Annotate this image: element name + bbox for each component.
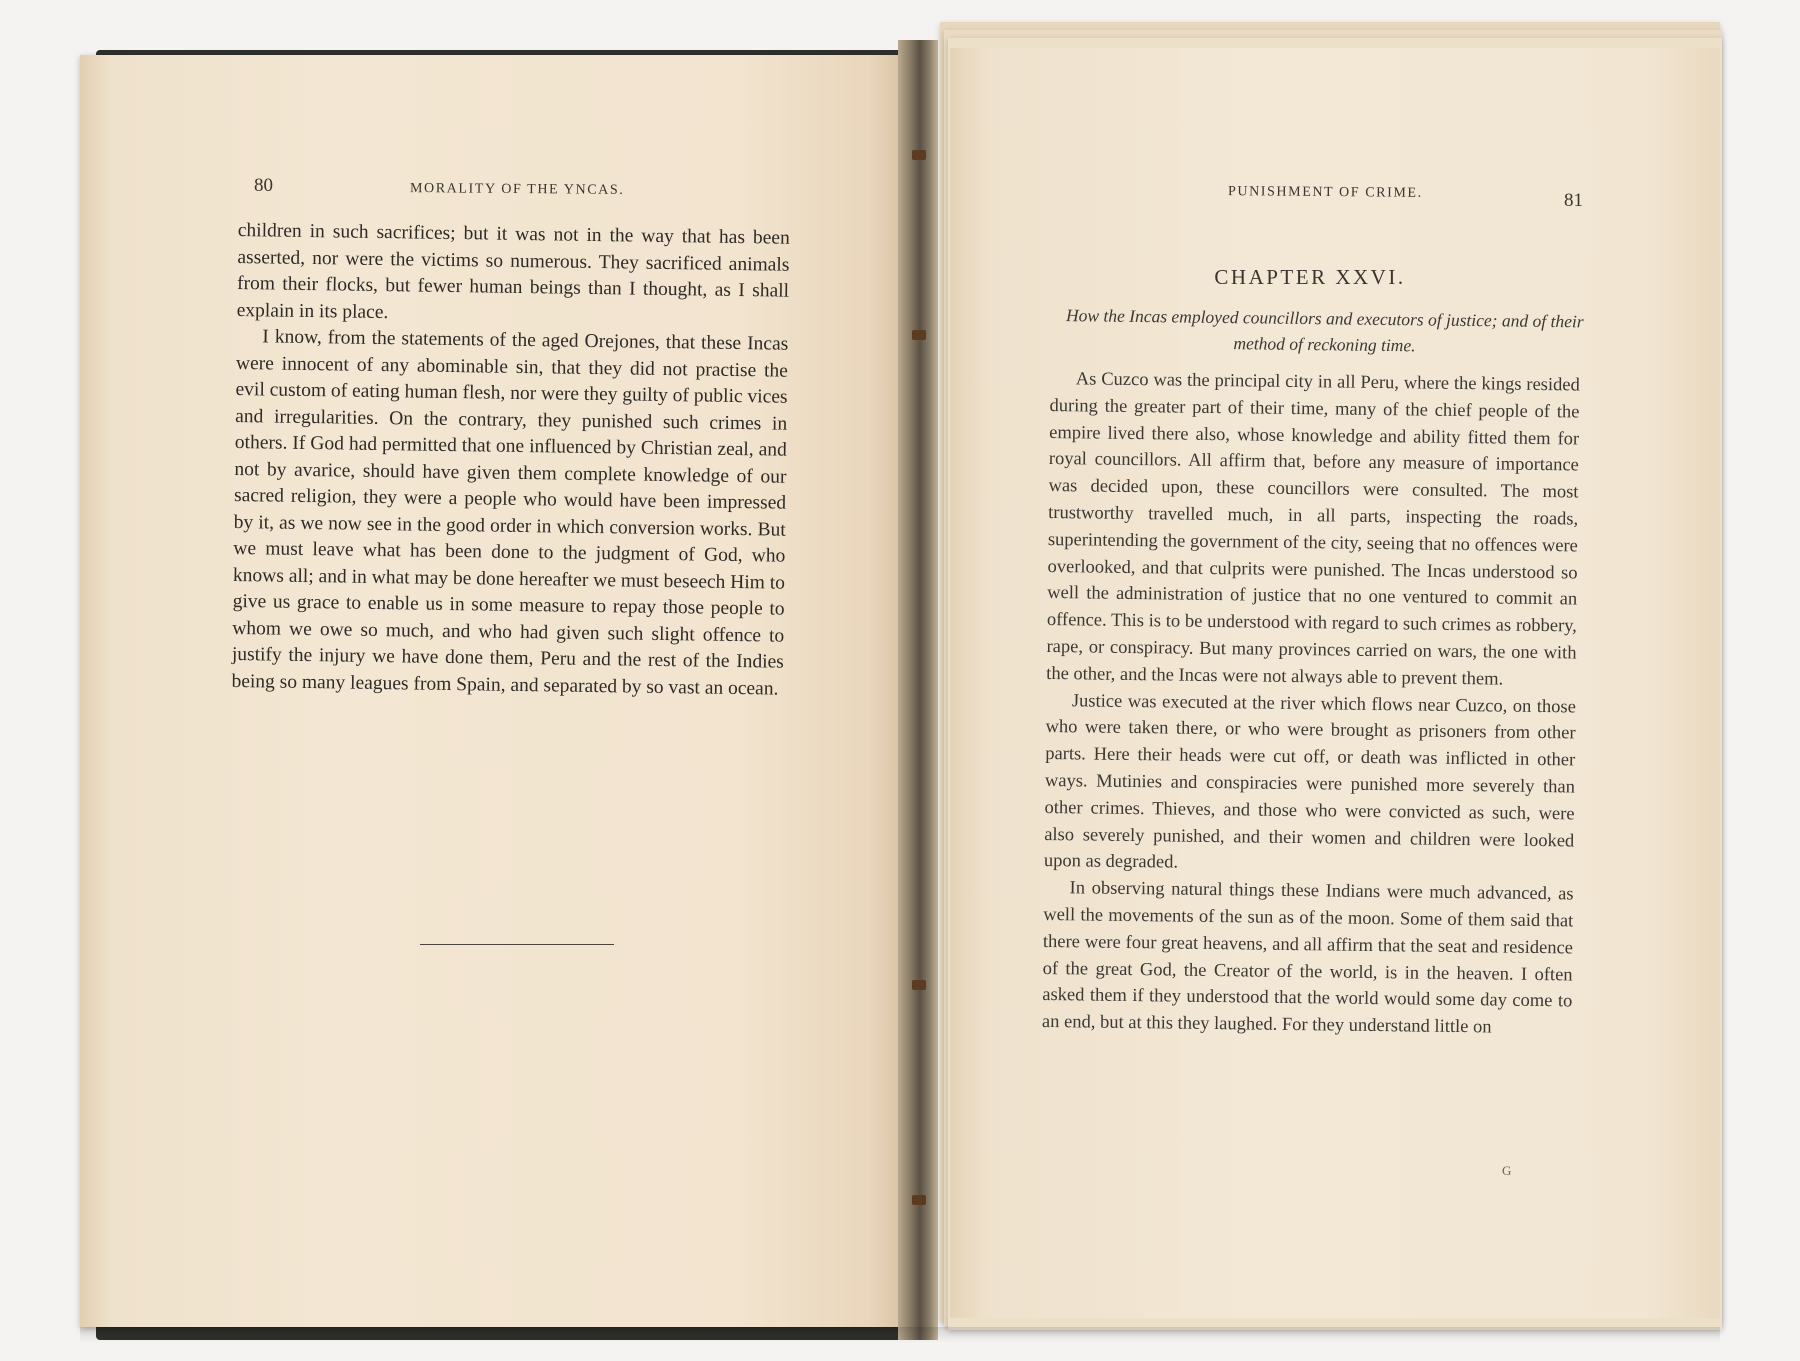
- signature-mark: G: [1502, 1163, 1512, 1178]
- left-paragraph-1: children in such sacrifices; but it was not in the way that has been asserted, nor were the victims so numerous. They sacrificed animals from their flocks, but fewer human beings than I thought, as I shall explain in its place.: [236, 219, 790, 323]
- binding-stitch: [912, 330, 926, 340]
- binding-stitch: [912, 1195, 926, 1205]
- binding-stitch: [912, 150, 926, 160]
- right-page-number: 81: [1564, 190, 1583, 211]
- right-paragraph-2: Justice was executed at the river which flows near Cuzco, on those who were taken there, or who were brought as prisoners from other parts. Here their heads were cut off, or death was inflicted in other ways. Mutinies and conspiracies were punished more severely than other crimes. Thieves, and those who were convicted as such, were also severely punished, and their women and children were looked upon as degraded.: [1043, 690, 1576, 873]
- binding-stitch: [912, 980, 926, 990]
- chapter-subtitle: How the Incas employed councillors and executors of justice; and of their method of reckoning time.: [1065, 305, 1584, 356]
- left-paragraph-2: I know, from the statements of the aged Orejones, that these Incas were innocent of any abominable sin, that they did not practise the evil custom of eating human flesh, nor were they guilty of public vices and irregularities. On the contrary, they punished such crimes in others. If God had permitted that one influenced by Christian zeal, and not by avarice, should have given them complete knowledge of our sacred religion, they were a people who would have been impressed by it, as we now see in the good order in which conversion works. But we must leave what has been done to the judgment of God, who knows all; and in what may be done hereafter we must beseech Him to give us grace to enable us in some measure to repay those people to whom we owe so much, and who had given such slight offence to justify the injury we have done them, Peru and the rest of the Indies being so many leagues from Spain, and separated by so vast an ocean.: [231, 326, 789, 700]
- end-rule: [420, 944, 614, 945]
- chapter-title: CHAPTER XXVI.: [1214, 265, 1406, 289]
- right-running-head: PUNISHMENT OF CRIME.: [1227, 184, 1423, 201]
- book-gutter: [898, 40, 938, 1340]
- left-running-head: MORALITY OF THE YNCAS.: [409, 181, 625, 198]
- left-body-text: [231, 218, 790, 703]
- right-paragraph-3: In observing natural things these Indians were much advanced, as well the movements of the sun as of the moon. Some of them said that there were four great heavens, and all affirm that the seat and residence of the great God, the Creator of the world, is in the heaven. I often asked them if they understood that the world would some day come to an end, but at this they laughed. For they understand little on: [1041, 878, 1574, 1038]
- left-page-number: 80: [254, 175, 273, 196]
- right-body-text: [1042, 366, 1580, 1042]
- right-paragraph-1: As Cuzco was the principal city in all Peru, where the kings resided during the greater part of their time, many of the chief people of the empire lived there also, whose knowledge and ability fitted them for royal councillors. All affirm that, before any measure of importance was decided upon, these councillors were consulted. The most trustworthy travelled much, in all parts, inspecting the roads, superintending the government of the city, seeing that no offences were overlooked, and that culprits were punished. The Incas understood so well the administration of justice that no one ventured to commit an offence. This is to be understood with regard to such crimes as robbery, rape, or conspiracy. But many provinces carried on wars, the one with the other, and the Incas were not always able to prevent them.: [1046, 369, 1580, 690]
- book-shadow: [80, 1327, 1720, 1343]
